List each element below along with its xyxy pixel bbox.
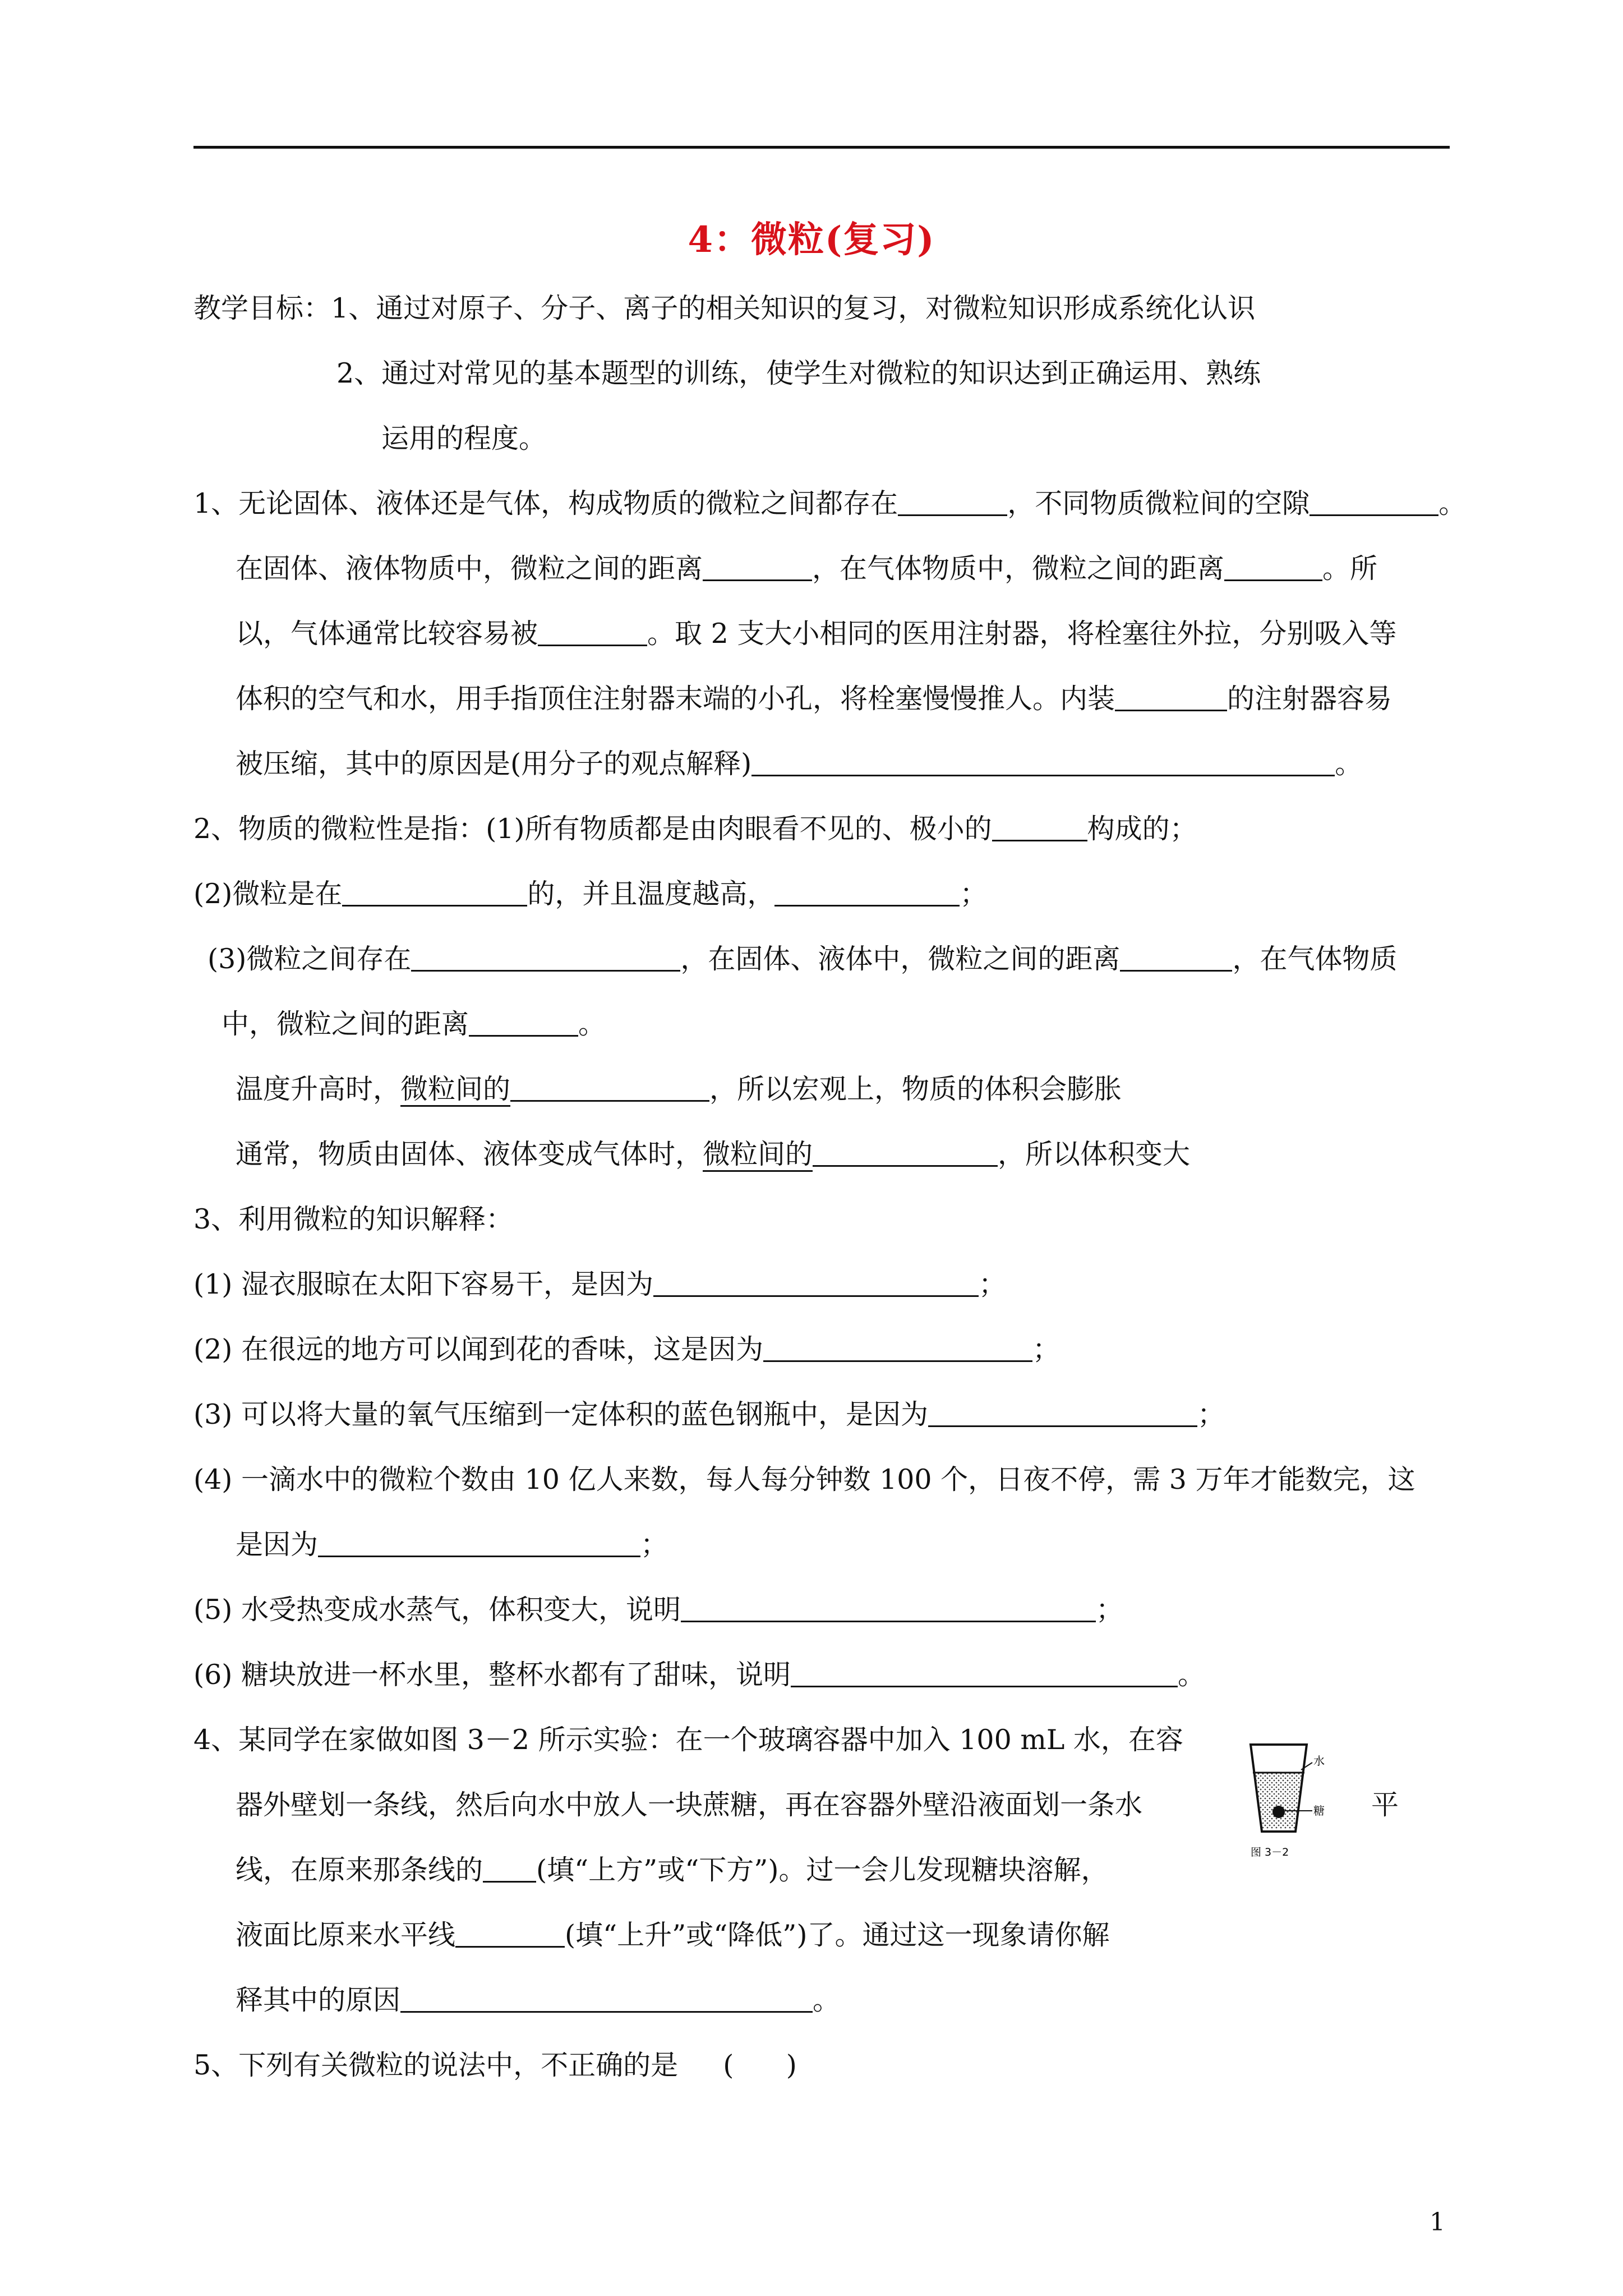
q1-blank-7[interactable]	[751, 749, 1335, 776]
objectives-line-1	[193, 292, 1255, 325]
q3-blank-3[interactable]	[928, 1400, 1197, 1427]
q3-heading: 3、利用微粒的知识解释：	[193, 1203, 514, 1235]
q1-line-5: 被压缩，其中的原因是(用分子的观点解释) 。	[236, 748, 1363, 780]
q4-blank-3[interactable]	[400, 1985, 813, 2013]
q3-item-3: (3) 可以将大量的氧气压缩到一定体积的蓝色钢瓶中，是因为 ；	[193, 1398, 1225, 1430]
q3-blank-5[interactable]	[681, 1595, 1096, 1622]
q4-line-1: 4、某同学在家做如图 3－2 所示实验：在一个玻璃容器中加入 100 mL 水，在容	[193, 1724, 1183, 1756]
q2-line-4: 中，微粒之间的距离 。	[222, 1008, 606, 1040]
q4-line-4: 液面比原来水平线 (填“上升”或“降低”)了。通过这一现象请你解	[236, 1919, 1110, 1951]
q2-blank-6[interactable]	[469, 1009, 578, 1037]
q2-blank-7[interactable]	[510, 1074, 709, 1102]
q1-line-2: 在固体、液体物质中，微粒之间的距离 ，在气体物质中，微粒之间的距离 。所	[236, 553, 1378, 585]
fig-label-water: 水	[1313, 1754, 1325, 1768]
q5-answer-paren[interactable]: ( )	[723, 2049, 797, 2081]
q4-line-5: 释其中的原因 。	[236, 1984, 841, 2016]
q4-blank-1[interactable]	[483, 1855, 536, 1883]
q5-line: 5、下列有关微粒的说法中，不正确的是 ( )	[193, 2049, 797, 2081]
q1-blank-4[interactable]	[1224, 554, 1322, 581]
q4-blank-2[interactable]	[455, 1920, 565, 1948]
q3-blank-2[interactable]	[763, 1335, 1032, 1362]
q1-line-3: 以，气体通常比较容易被 。取 2 支大小相同的医用注射器，将栓塞往外拉，分别吸入等	[236, 618, 1397, 650]
q2-blank-4[interactable]	[411, 944, 680, 972]
q3-item-4-cont: 是因为 ；	[236, 1529, 668, 1561]
q3-item-2: (2) 在很远的地方可以闻到花的香味，这是因为 ；	[193, 1333, 1061, 1365]
objective-2-cont: 运用的程度。	[381, 422, 547, 454]
q1-blank-5[interactable]	[538, 619, 647, 646]
q3-blank-1[interactable]	[653, 1269, 979, 1297]
fig-caption: 图 3－2	[1251, 1846, 1289, 1858]
objective-1: 1、通过对原子、分子、离子的相关知识的复习，对微粒知识形成系统化认识	[331, 292, 1256, 324]
q2-blank-2[interactable]	[342, 879, 527, 907]
page-number: 1	[1430, 2208, 1445, 2237]
q2-line-6: 通常，物质由固体、液体变成气体时，微粒间的 ，所以体积变大	[236, 1138, 1190, 1171]
q1-line-4: 体积的空气和水，用手指顶住注射器末端的小孔，将栓塞慢慢推人。内装 的注射器容易	[236, 683, 1393, 715]
q1-blank-6[interactable]	[1115, 684, 1227, 711]
q3-blank-6[interactable]	[791, 1660, 1178, 1687]
q2-underlined-text-2: 微粒间的	[703, 1138, 813, 1172]
water-pointer	[1301, 1763, 1312, 1770]
q2-line-3: (3)微粒之间存在 ，在固体、液体中，微粒之间的距离 ，在气体物质	[208, 943, 1398, 975]
q3-item-6: (6) 糖块放进一杯水里，整杯水都有了甜味，说明 。	[193, 1659, 1206, 1691]
q2-line-5: 温度升高时，微粒间的 ，所以宏观上，物质的体积会膨胀	[236, 1073, 1122, 1106]
water-fill	[1255, 1773, 1303, 1829]
q1-blank-2[interactable]	[1310, 489, 1438, 516]
q2-blank-8[interactable]	[813, 1139, 998, 1167]
objective-2: 2、通过对常见的基本题型的训练，使学生对微粒的知识达到正确运用、熟练	[336, 357, 1261, 389]
q4-line-3: 线，在原来那条线的 (填“上方”或“下方”)。过一会儿发现糖块溶解，	[236, 1854, 1109, 1886]
fig-label-sugar: 糖	[1313, 1804, 1325, 1818]
q3-item-4: (4) 一滴水中的微粒个数由 10 亿人来数，每人每分钟数 100 个，日夜不停，需 3 万年才能数完，这	[193, 1464, 1415, 1496]
q4-line-2-end: 平	[1371, 1789, 1399, 1821]
q3-blank-4[interactable]	[318, 1530, 640, 1557]
q2-blank-3[interactable]	[774, 879, 960, 907]
figure-3-2-beaker	[1228, 1717, 1340, 1868]
header-rule	[193, 146, 1450, 149]
objectives-label: 教学目标：	[193, 292, 331, 324]
q2-blank-1[interactable]	[992, 814, 1087, 841]
q1-blank-1[interactable]	[898, 489, 1007, 516]
q3-item-1: (1) 湿衣服晾在太阳下容易干，是因为 ；	[193, 1268, 1007, 1300]
q1-line-1: 1、无论固体、液体还是气体，构成物质的微粒之间都存在 ，不同物质微粒间的空隙 。	[193, 487, 1467, 519]
page-title: 4：微粒(复习)	[688, 219, 935, 261]
sugar-cube	[1272, 1806, 1285, 1818]
q2-line-2: (2)微粒是在 的，并且温度越高， ；	[193, 878, 988, 910]
q2-blank-5[interactable]	[1120, 944, 1232, 972]
q2-underlined-text-1: 微粒间的	[400, 1073, 510, 1107]
q4-line-2: 器外壁划一条线，然后向水中放人一块蔗糖，再在容器外壁沿液面划一条水	[236, 1789, 1143, 1821]
q1-blank-3[interactable]	[703, 554, 812, 581]
q2-line-1: 2、物质的微粒性是指：(1)所有物质都是由肉眼看不见的、极小的 构成的；	[193, 813, 1197, 845]
q3-item-5: (5) 水受热变成水蒸气，体积变大，说明 ；	[193, 1594, 1124, 1626]
